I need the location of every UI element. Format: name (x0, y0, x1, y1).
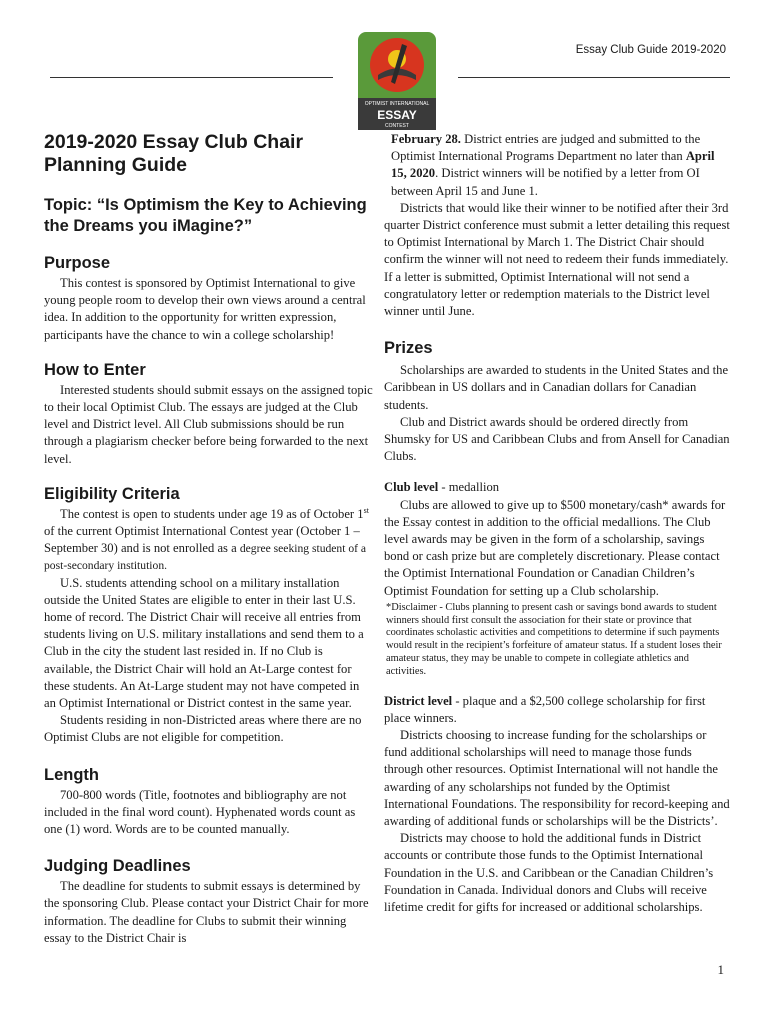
district-level-paragraph-2: Districts may choose to hold the additional funds in District accounts or contribute those funds to the Optimist International Foundation in the U.S. and Caribbean or the Canadian Children’s Foundation in Canada. Individual donors and Clubs will receive lifetime credit for gifts for increased or additional scholarships. (384, 831, 714, 915)
page-title: 2019-2020 Essay Club Chair Planning Guide (44, 131, 304, 176)
prizes-paragraph-2: Club and District awards should be ordered directly from Shumsky for US and Caribbean Clubs and from Ansell for Canadian Clubs. (384, 414, 730, 464)
judging-deadlines-text: The deadline for students to submit essays is determined by the sponsoring Club. Please contact your District Chair for more information. The deadline for Clubs to submit their winning essay to the District Chair is (44, 879, 369, 945)
eligibility-paragraph-2: U.S. students attending school on a military installation outside the United States are eligible to enter in their last U.S. home of record. The District Chair will receive all entries from students living on U.S. military installations and send them to a Club in the city the student last resided in. If no Club is available, the District Chair will hold an At-Large contest for these students. An At-Large student may not have competed in an Optimist International or District contest in the same year. (44, 575, 364, 711)
district-level-paragraph-1: Districts choosing to increase funding for the scholarships or fund additional scholarships will need to manage those funds through other resources. Optimist International will not handle the awarding of any scholarships not funded by the Optimist International Foundations. The responsibility for record-keeping and awarding of additional funds or scholarships will be the Districts’. (384, 728, 730, 829)
logo-org-text: OPTIMIST INTERNATIONAL (364, 101, 430, 107)
how-to-enter-text: Interested students should submit essays on the assigned topic to their local Optimist Club. The essays are judged at the Club level and District level. All Club submissions should be run through a plagiarism checker before being forwarded to the next level. (44, 382, 373, 466)
right-column (384, 131, 730, 916)
essay-topic: Topic: “Is Optimism the Key to Achieving the Dreams you iMagine?” (44, 196, 367, 235)
club-level-text: Clubs are allowed to give up to $500 monetary/cash* awards for the Essay contest in addition to the official medallions. The Club level awards may be given in the form of a scholarship, savings bond or cash prize but are completely discretionary. Please contact the Optimist International Foundation or Canadian Children’s Optimist Foundation for setting up a Club scholarship. (384, 497, 726, 598)
deadlines-continued: February 28. District entries are judged and submitted to the Optimist International Programs Department no later than April 15, 2020. District winners will be notified by a letter from OI between April 15 and June 1. (391, 132, 715, 198)
purpose-text: This contest is sponsored by Optimist International to give young people room to develop their own views around a central idea. In addition to the opportunity for written expression, participants have the chance to win a college scholarship! (44, 276, 366, 342)
district-level-award: District level - plaque and a $2,500 college scholarship for first place winners. (384, 693, 706, 725)
how-to-enter-heading: How to Enter (44, 360, 146, 379)
length-heading: Length (44, 765, 99, 784)
length-text: 700-800 words (Title, footnotes and bibliography are not included in the final word count). Hyphenated words count as one (1) word. Words are to be counted manually. (44, 787, 356, 837)
eligibility-heading: Eligibility Criteria (44, 484, 180, 503)
eligibility-paragraph-1: The contest is open to students under age 19 as of October 1st of the current Optimist International Contest year (October 1 – September 30) and is not enrolled as a degree seeking student of a post-secondary institution. (44, 505, 369, 573)
essay-contest-logo (358, 32, 436, 130)
judging-deadlines-heading: Judging Deadlines (44, 857, 191, 876)
prizes-paragraph-1: Scholarships are awarded to students in the United States and the Caribbean in US dollars and in Canadian dollars for Canadian students. (384, 363, 729, 412)
page-number: 1 (717, 962, 724, 977)
header-rule-left (50, 77, 333, 78)
logo-contest-text: CONTEST (385, 123, 409, 129)
left-column (44, 124, 374, 947)
logo-essay-text: ESSAY (377, 108, 417, 122)
club-level-award: Club level - medallion (384, 480, 500, 495)
prizes-heading: Prizes (384, 339, 433, 358)
purpose-heading: Purpose (44, 254, 111, 272)
deadlines-notification-text: Districts that would like their winner to be notified after their 3rd quarter District conference must submit a letter detailing this request to Optimist International by March 1. The District Chair should confirm the winner will not need to redeem their funds immediately. If a letter is submitted, Optimist International will not send a congratulatory letter or redemption materials to the District level winner until June. (384, 200, 730, 319)
eligibility-paragraph-3: Students residing in non-Districted areas where there are no Optimist Clubs are not eligible for competition. (44, 713, 362, 745)
running-header: Essay Club Guide 2019-2020 (575, 44, 726, 56)
header-rule-right (458, 77, 730, 78)
disclaimer-text: *Disclaimer - Clubs planning to present cash or savings bond awards to student winners should first consult the association for their state or province that coordinates scholastic activities and competitions to determine if such payments would result in the recipient’s forfeiture of amateur status. If a student loses their amateur status, they may be unable to compete in collegiate athletics and activities. (386, 601, 722, 677)
